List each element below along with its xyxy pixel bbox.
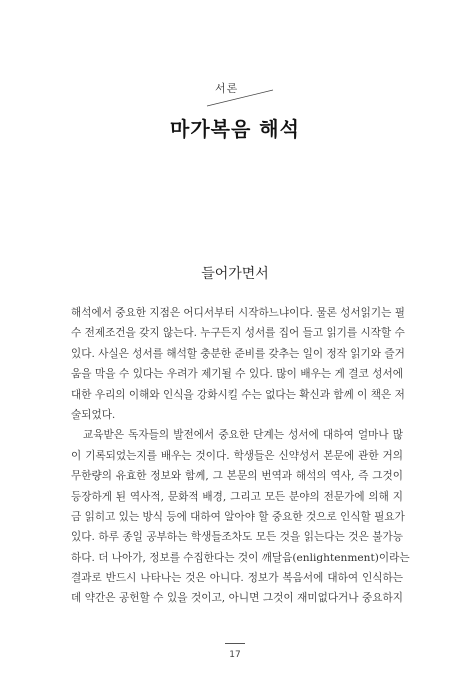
decorative-slash-line xyxy=(205,88,275,108)
text-line: 데 약간은 공헌할 수 있을 것이고, 아니면 그것이 재미없다거나 중요하지 xyxy=(71,592,403,605)
text-line: 하다. 더 나아가, 정보를 수집한다는 것이 깨달음(enlightenment)이라는 xyxy=(71,551,410,564)
text-line: 수 전제조건을 갖지 않는다. 누구든지 성서를 집어 들고 읽기를 시작할 수 xyxy=(71,327,405,340)
text-line: 술되었다. xyxy=(71,408,116,421)
section-heading: 들어가면서 xyxy=(201,266,269,282)
text-line: 대한 우리의 이해와 인식을 강화시킬 수는 없다는 확신과 함께 이 책은 저 xyxy=(71,388,405,401)
chapter-title: 마가복음 해석 xyxy=(170,117,300,141)
text-line: 움을 막을 수 있다는 우려가 제기될 수 있다. 많이 배우는 게 결코 성서에 xyxy=(71,368,403,381)
body-text xyxy=(71,303,410,609)
text-line: 있다. 사실은 성서를 해석할 충분한 준비를 갖추는 일이 정작 읽기와 즐거 xyxy=(71,347,405,360)
text-line: 해석에서 중요한 지점은 어디서부터 시작하느냐이다. 물론 성서읽기는 필 xyxy=(71,307,405,319)
text-line: 무한량의 유효한 정보와 함께, 그 본문의 번역과 해석의 역사, 즉 그것이 xyxy=(71,470,403,483)
page-number: 17 xyxy=(229,650,241,660)
text-line: 금 읽히고 있는 방식 등에 대하여 알아야 할 중요한 것으로 인식할 필요가 xyxy=(71,510,405,523)
part-label: 서론 xyxy=(215,82,239,95)
text-line: 있다. 하루 종일 공부하는 학생들조차도 모든 것을 읽는다는 것은 불가능 xyxy=(71,531,403,544)
text-line: 이 기록되었는지를 배우는 것이다. 학생들은 신약성서 본문에 관한 거의 xyxy=(71,449,403,462)
page-number-rule xyxy=(225,643,245,644)
text-line: 등장하게 된 역사적, 문화적 배경, 그리고 모든 분야의 전문가에 의해 지 xyxy=(71,490,403,503)
text-line: 교육받은 독자들의 발전에서 중요한 단계는 성서에 대하여 얼마나 많 xyxy=(83,429,403,442)
text-line: 결과로 반드시 나타나는 것은 아니다. 정보가 복음서에 대하여 인식하는 xyxy=(71,572,403,585)
